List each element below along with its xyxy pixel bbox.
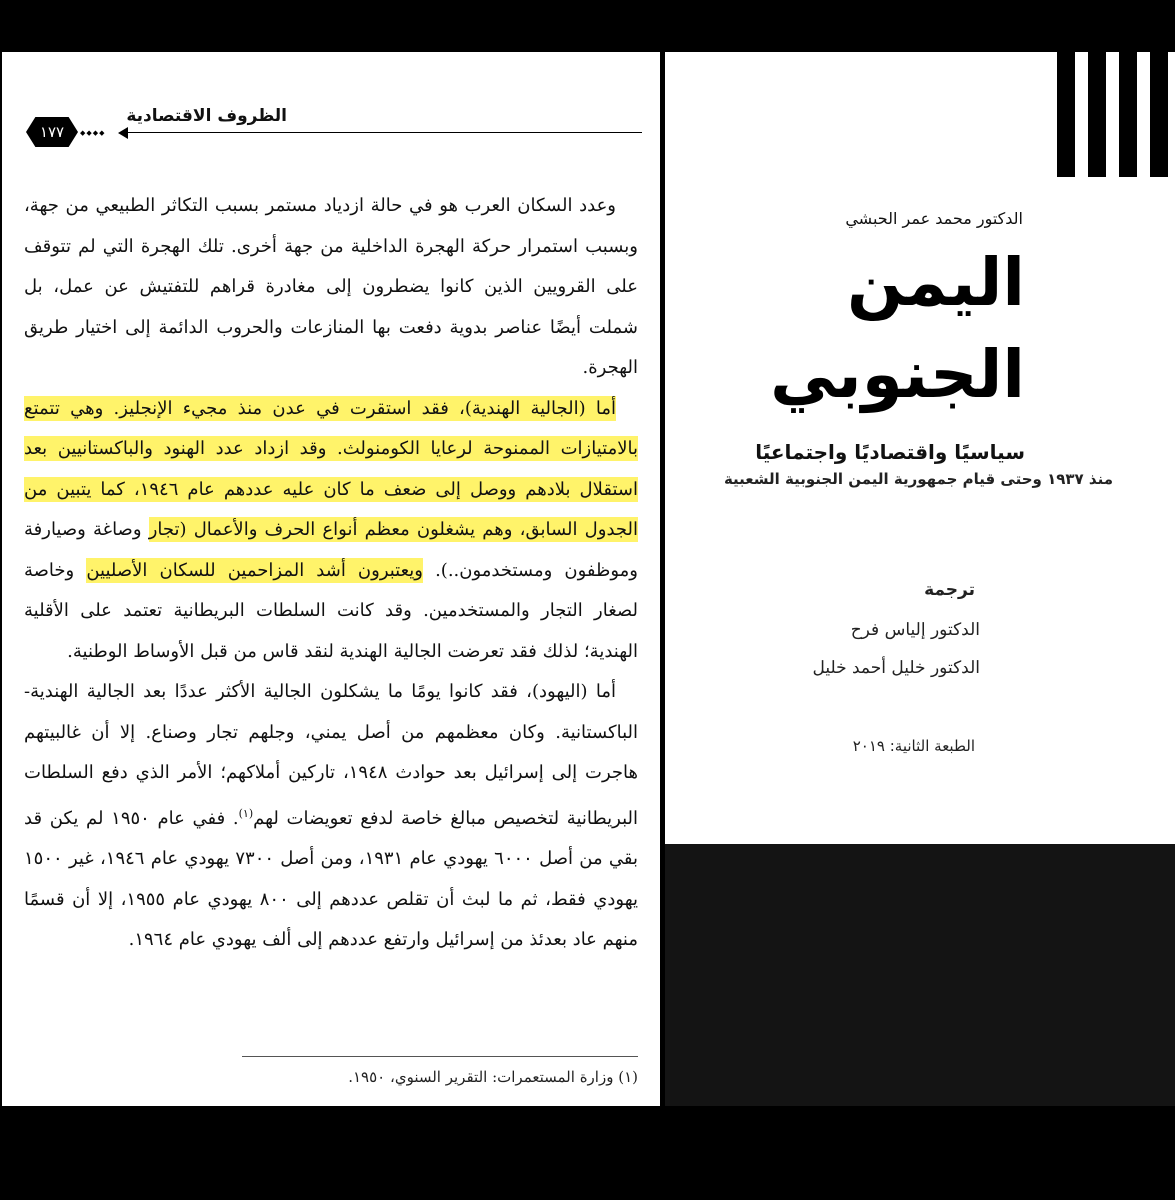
translation-label: ترجمة — [924, 580, 975, 600]
footnote: (١) وزارة المستعمرات: التقرير السنوي، ١٩٥٠. — [348, 1068, 638, 1086]
text-run: . ففي عام ١٩٥٠ لم يكن قد بقي من أصل ٦٠٠٠ يهودي عام ١٩٣١، ومن أصل ٧٣٠٠ يهودي عام ١٩٤٦، غير ١٥٠٠ يهودي فقط، ثم ما لبث أن تقلص عددهم إلى ٨٠٠ يهودي عام ١٩٥٥، إلا أن قسمًا منهم عاد بعدئذ من إسرائيل وارتفع عددهم إلى ألف يهودي عام ١٩٦٤. — [24, 807, 639, 950]
running-head — [22, 106, 642, 160]
page-number: ١٧٧ — [39, 123, 65, 141]
footnote-rule — [242, 1056, 638, 1057]
left-page — [2, 52, 660, 1106]
running-head-rule — [122, 132, 642, 133]
dark-band — [665, 844, 1175, 1106]
book-subline: منذ ١٩٣٧ وحتى قيام جمهورية اليمن الجنوبية الشعبية — [723, 470, 1113, 488]
text-run: وصاغة وصيارفة وموظفون ومستخدمون..). — [24, 519, 638, 581]
title-page — [665, 52, 1175, 844]
body-text — [24, 186, 638, 961]
decorative-bar — [1150, 52, 1168, 177]
text-run: وعدد السكان العرب هو في حالة ازدياد مستمر بسبب التكاثر الطبيعي من جهة، وبسبب استمرار حركة الهجرة الداخلية من جهة أخرى. تلك الهجرة التي لم تتوقف على القرويين الذين كانوا يضطرون إلى مغادرة قراهم للتفتيش عن عمل، بل شملت أيضًا عناصر بدوية دفعت بها المنازعات والحروب الدائمة إلى اختيار طريق الهجرة. — [24, 195, 638, 378]
text-run: أما (اليهود)، فقد كانوا يومًا ما يشكلون الجالية الأكثر عددًا بعد الجالية الهندية- الباكستانية. وكان معظمهم من أصل يمني، وجلهم تجار وصناع. إلا أن غالبيتهم هاجرت إلى إسرائيل بعد حوادث ١٩٤٨، تاركين أملاكهم؛ الأمر الذي دفع السلطات البريطانية لتخصيص مبالغ خاصة لدفع تعويضات لهم — [24, 681, 638, 829]
page-number-badge — [22, 117, 106, 147]
paragraph — [24, 186, 638, 389]
paragraph — [24, 672, 638, 961]
highlighted-text: ويعتبرون أشد المزاحمين للسكان الأصليين — [86, 559, 423, 581]
arrow-icon — [118, 127, 128, 139]
highlighted-text: أما (الجالية الهندية)، فقد استقرت في عدن منذ مجيء الإنجليز. وهي تتمتع بالامتيازات الممنوحة لرعايا الكومنولث. وقد ازداد عدد الهنود والباكستانيين بعد استقلال بلادهم ووصل إلى ضعف ما كان عليه عددهم عام ١٩٤٦، كما يتبين من الجدول السابق، وهم يشغلون معظم أنواع الحرف والأعمال (تجار — [24, 397, 638, 540]
footnote-marker: (١) — [238, 806, 254, 820]
book-title: اليمن الجنوبي — [770, 244, 1025, 414]
ornament-dots-icon: ◆◆◆◆ — [80, 129, 106, 137]
decorative-bar — [1088, 52, 1106, 177]
running-head-title: الظروف الاقتصادية — [126, 106, 287, 126]
decorative-bar — [1119, 52, 1137, 177]
decorative-bars — [1045, 52, 1175, 177]
translator-1: الدكتور إلياس فرح — [850, 620, 980, 640]
paragraph — [24, 389, 638, 673]
author-name: الدكتور محمد عمر الحبشي — [845, 209, 1023, 228]
decorative-bar — [1057, 52, 1075, 177]
translator-2: الدكتور خليل أحمد خليل — [812, 658, 980, 678]
text-run: وخاصة لصغار التجار والمستخدمين. وقد كانت السلطات البريطانية تعتمد على الأقلية الهندية؛ لذلك فقد تعرضت الجالية الهندية لنقد قاس من قبل الأوساط الوطنية. — [24, 559, 638, 662]
book-subtitle: سياسيًا واقتصاديًا واجتماعيًا — [755, 440, 1025, 464]
edition-label: الطبعة الثانية: ٢٠١٩ — [852, 737, 975, 755]
